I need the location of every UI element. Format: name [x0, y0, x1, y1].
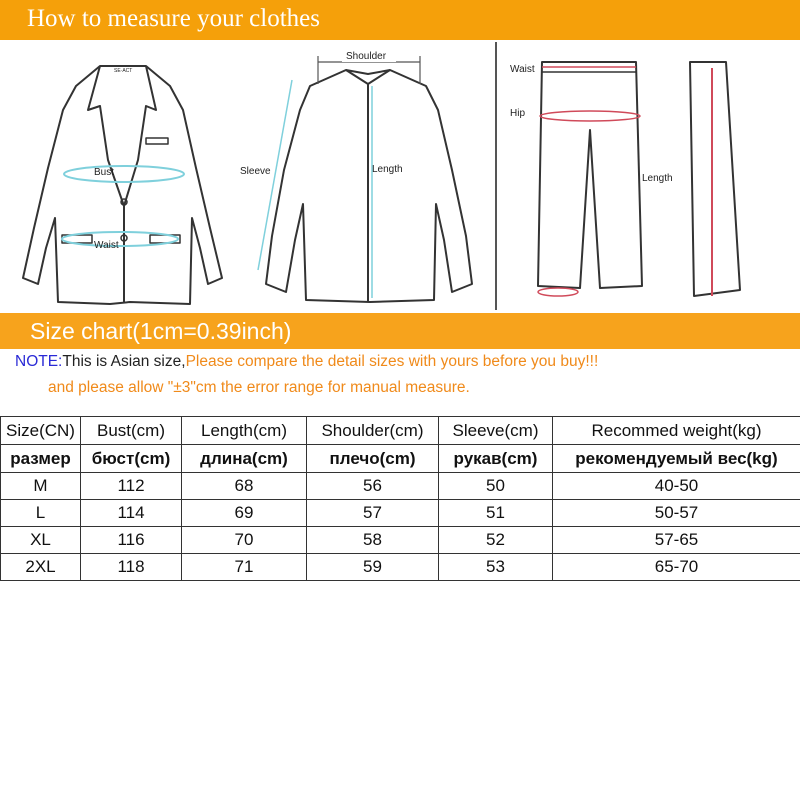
pants-front-drawing: [538, 62, 642, 288]
note-keyword: NOTE:: [15, 353, 63, 370]
size-note-line1: [15, 349, 800, 375]
table-cell: 2XL: [1, 554, 81, 581]
table-row: [1, 500, 800, 527]
jacket-front-lapel-left: [88, 66, 124, 206]
table-cell: 51: [439, 500, 553, 527]
note-warning: Please compare the detail sizes with yours before you buy!!!: [185, 353, 599, 370]
sleeve-label: Sleeve: [240, 166, 271, 177]
pants-length-label: Length: [642, 173, 673, 184]
table-header-cell-ru: бюст(cm): [81, 445, 182, 473]
table-cell: 50-57: [553, 500, 800, 527]
table-cell: L: [1, 500, 81, 527]
measure-header-title: How to measure your clothes: [27, 5, 320, 32]
table-cell: 57-65: [553, 527, 800, 554]
size-note: [15, 349, 800, 401]
jacket-back-drawing: [266, 70, 472, 302]
note-line2: and please allow "±3"cm the error range for manual measure.: [48, 379, 470, 396]
pants-side-drawing: [690, 62, 740, 296]
table-cell: 58: [307, 527, 439, 554]
table-header-row: [1, 417, 800, 445]
hip-label: Hip: [510, 108, 526, 119]
table-cell: 69: [182, 500, 307, 527]
table-header-cell-ru: плечо(cm): [307, 445, 439, 473]
table-cell: 114: [81, 500, 182, 527]
hip-measure-line: [540, 111, 640, 121]
table-header-cell: Size(CN): [1, 417, 81, 445]
size-table: [0, 416, 800, 581]
jacket-front-lapel-right: [124, 66, 156, 206]
measure-header-banner: [0, 0, 800, 40]
pants-waist-label: Waist: [510, 64, 535, 75]
waist-label: Waist: [94, 240, 119, 251]
table-header-cell: Bust(cm): [81, 417, 182, 445]
table-cell: XL: [1, 527, 81, 554]
table-row: [1, 527, 800, 554]
table-header-cell-ru: длина(cm): [182, 445, 307, 473]
note-text: This is Asian size,: [62, 353, 186, 370]
table-cell: 118: [81, 554, 182, 581]
table-header-cell: Sleeve(cm): [439, 417, 553, 445]
table-header-cell: Length(cm): [182, 417, 307, 445]
table-header-cell-ru: рукав(cm): [439, 445, 553, 473]
table-header-row-ru: [1, 445, 800, 473]
table-cell: 50: [439, 473, 553, 500]
table-cell: 40-50: [553, 473, 800, 500]
table-cell: 116: [81, 527, 182, 554]
table-cell: 52: [439, 527, 553, 554]
table-header-cell: Recommed weight(kg): [553, 417, 800, 445]
size-chart-title: Size chart(1cm=0.39inch): [30, 318, 292, 344]
length-label: Length: [372, 164, 403, 175]
table-cell: 57: [307, 500, 439, 527]
table-cell: 59: [307, 554, 439, 581]
table-cell: M: [1, 473, 81, 500]
measurement-illustration: [0, 40, 800, 312]
table-header-cell-ru: рекомендуемый вес(kg): [553, 445, 800, 473]
bust-label: Bust: [94, 167, 115, 178]
waist-measure-line: [62, 232, 178, 246]
table-cell: 56: [307, 473, 439, 500]
jacket-front-body: [23, 66, 222, 304]
table-cell: 68: [182, 473, 307, 500]
table-row: [1, 554, 800, 581]
table-row: [1, 473, 800, 500]
jacket-front-drawing: [23, 66, 222, 304]
pants-side-body: [690, 62, 740, 296]
table-header-cell-ru: размер: [1, 445, 81, 473]
hem-measure-line: [538, 288, 578, 296]
shoulder-label: Shoulder: [346, 51, 387, 62]
size-chart-banner: [0, 313, 800, 349]
table-header-cell: Shoulder(cm): [307, 417, 439, 445]
jacket-front-brand: SE·ACT: [114, 68, 133, 74]
table-cell: 112: [81, 473, 182, 500]
table-cell: 53: [439, 554, 553, 581]
jacket-front-chest-pocket: [146, 138, 168, 144]
table-cell: 65-70: [553, 554, 800, 581]
pants-front-body: [538, 62, 642, 288]
bust-measure-line: [64, 166, 184, 182]
table-cell: 70: [182, 527, 307, 554]
table-cell: 71: [182, 554, 307, 581]
